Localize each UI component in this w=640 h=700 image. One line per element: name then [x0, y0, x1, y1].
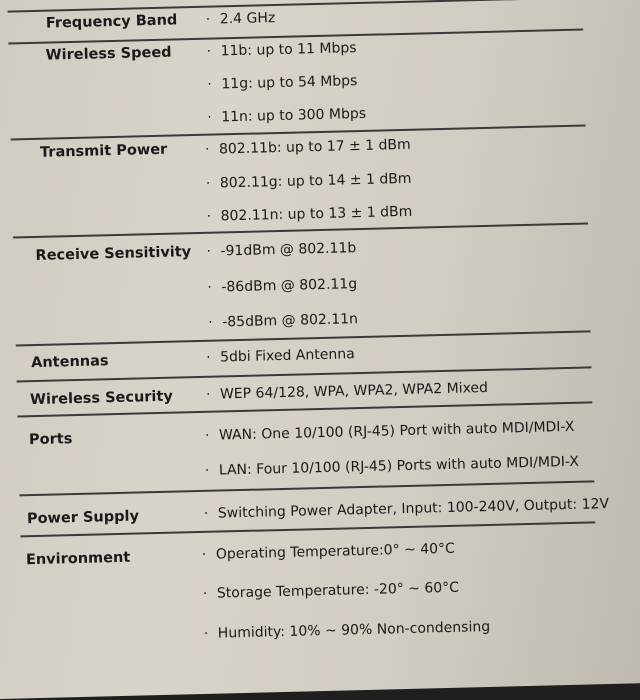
divider — [11, 124, 586, 140]
divider — [19, 480, 594, 496]
divider — [13, 222, 588, 238]
spec-label-antennas: Antennas — [30, 353, 109, 372]
spec-value: · LAN: Four 10/100 (RJ-45) Ports with auto MDI/MDI-X — [204, 453, 580, 479]
spec-value: · WEP 64/128, WPA, WPA2, WPA2 Mixed — [205, 379, 489, 403]
spec-value: · -85dBm @ 802.11n — [208, 311, 359, 331]
spec-value: · 802.11g: up to 14 ± 1 dBm — [205, 170, 412, 192]
spec-value: · 11g: up to 54 Mbps — [207, 73, 358, 93]
spec-value: · 11n: up to 300 Mbps — [207, 105, 367, 126]
spec-label-frequency-band: Frequency Band — [45, 12, 178, 32]
spec-value: · 2.4 GHz — [205, 10, 276, 28]
spec-value: · Humidity: 10% ~ 90% Non-condensing — [203, 618, 491, 642]
spec-label-power-supply: Power Supply — [26, 508, 140, 528]
spec-value: · -86dBm @ 802.11g — [207, 276, 358, 296]
spec-label-wireless-security: Wireless Security — [29, 388, 173, 409]
spec-label-ports: Ports — [28, 431, 73, 449]
spec-value: · Operating Temperature:0° ~ 40°C — [201, 540, 456, 563]
spec-value: · Switching Power Adapter, Input: 100-240V, Output: 12V — [203, 496, 610, 522]
spec-value: · 802.11b: up to 17 ± 1 dBm — [204, 136, 411, 158]
spec-value: · 11b: up to 11 Mbps — [206, 40, 357, 60]
spec-value: · Storage Temperature: -20° ~ 60°C — [202, 579, 460, 602]
spec-label-environment: Environment — [25, 549, 131, 569]
divider — [16, 330, 591, 346]
spec-value: · 802.11n: up to 13 ± 1 dBm — [206, 203, 413, 225]
spec-value: · WAN: One 10/100 (RJ-45) Port with auto MDI/MDI-X — [204, 418, 575, 444]
divider — [8, 0, 583, 12]
spec-label-wireless-speed: Wireless Speed — [45, 44, 172, 64]
spec-value: · 5dbi Fixed Antenna — [205, 346, 355, 366]
spec-value: · -91dBm @ 802.11b — [206, 240, 357, 260]
spec-label-receive-sensitivity: Receive Sensitivity — [35, 244, 192, 264]
spec-label-transmit-power: Transmit Power — [39, 141, 168, 161]
